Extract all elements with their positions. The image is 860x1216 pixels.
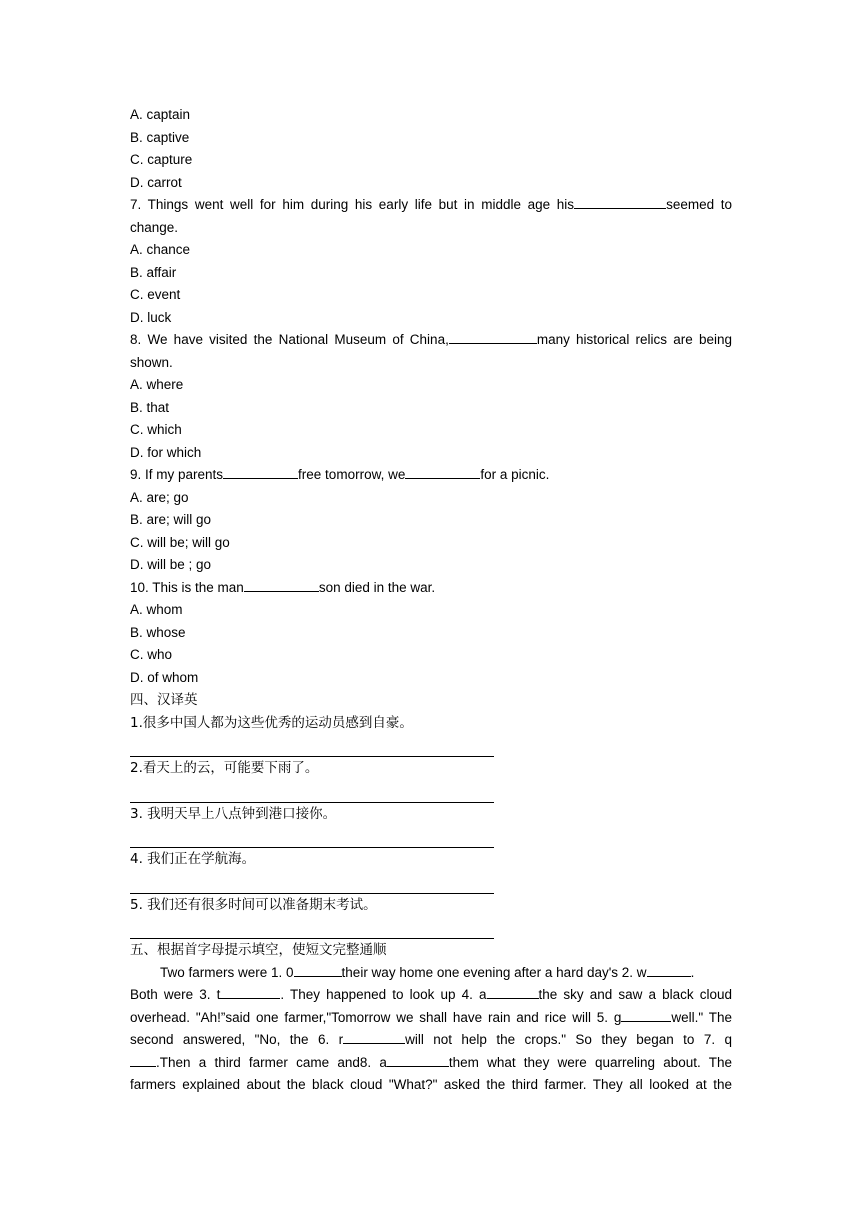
translation-item: 5. 我们还有很多时间可以准备期末考试。 [130,894,732,940]
translation-item: 3. 我明天早上八点钟到港口接你。 [130,803,732,849]
answer-blank [223,464,298,479]
question-9-stem: 9. If my parents free tomorrow, we for a picnic. [130,464,732,487]
option: A. are; go [130,489,189,505]
answer-line[interactable] [130,871,494,894]
question-6-options [130,104,732,194]
answer-blank [449,329,537,344]
option: B. captive [130,129,190,145]
answer-line[interactable] [130,916,494,939]
translation-item: 2.看天上的云，可能要下雨了。 [130,757,732,803]
answer-blank [574,194,666,209]
section-5-title: 五、根据首字母提示填空，使短文完整通顺 [130,942,387,958]
option: A. where [130,377,184,392]
question-7-stem: 7. Things went well for him during his early life but in middle age his seemed to [130,194,732,217]
question-7-stem-cont: change. [130,219,179,235]
option: D. of whom [130,669,199,685]
passage-line: overhead. "Ah!”said one farmer,"Tomorrow we shall have rain and rice will 5. g well." The [130,1007,732,1030]
option: B. that [130,399,170,415]
passage-line: .Then a third farmer came and8. a them what they were quarreling about. The [130,1052,732,1075]
translation-item: 4. 我们正在学航海。 [130,848,732,894]
question-8-stem-cont: shown. [130,354,173,370]
answer-line[interactable] [130,825,494,848]
option: A. whom [130,602,183,617]
passage-line: farmers explained about the black cloud "What?" asked the third farmer. They all looked at the [130,1077,732,1092]
option: A. chance [130,242,191,257]
document-page [130,104,732,1097]
option: C. will be; will go [130,534,230,550]
answer-line[interactable] [130,780,494,803]
passage-line: Both were 3. t . They happened to look up 4. a the sky and saw a black cloud [130,984,732,1007]
option: D. luck [130,309,172,325]
option: C. which [130,422,182,437]
option: B. are; will go [130,512,212,527]
option: D. for which [130,444,202,460]
option: C. event [130,287,181,302]
option: C. capture [130,152,193,167]
option: B. whose [130,624,186,640]
question-8-stem: 8. We have visited the National Museum of China, many historical relics are being [130,329,732,352]
question-10-stem: 10. This is the man son died in the war. [130,577,732,600]
passage-line: second answered, "No, the 6. r will not help the crops." So they began to 7. q [130,1029,732,1052]
cloze-passage [130,962,732,1097]
answer-line[interactable] [130,734,494,757]
answer-blank [244,577,319,592]
translation-item: 1.很多中国人都为这些优秀的运动员感到自豪。 [130,712,732,758]
option: D. will be ; go [130,557,212,572]
option: B. affair [130,264,177,280]
option: A. captain [130,107,191,122]
section-4-title: 四、汉译英 [130,692,198,708]
option: C. who [130,647,173,662]
answer-blank [405,464,480,479]
passage-line: Two farmers were 1. 0 their way home one evening after a hard day's 2. w . [130,962,732,985]
option: D. carrot [130,174,182,190]
